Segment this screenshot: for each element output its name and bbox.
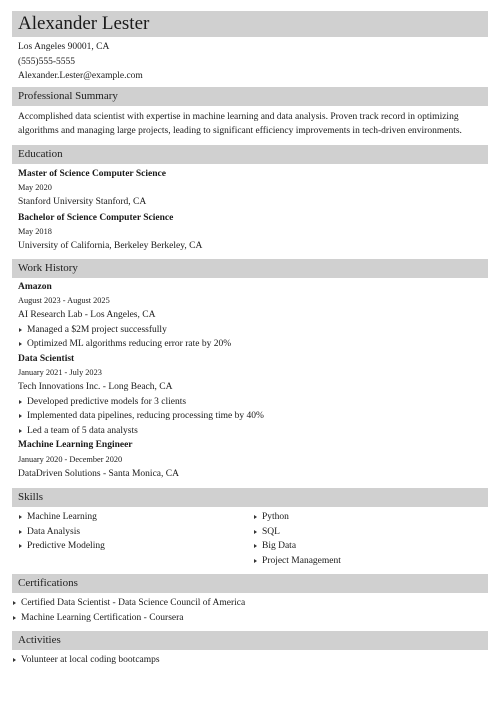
list-item: Certified Data Scientist - Data Science Council of America [12,596,488,611]
bullet-icon [13,658,16,662]
list-item: Predictive Modeling [18,539,253,554]
name-header: Alexander Lester [12,11,488,37]
list-item: Managed a $2M project successfully [18,323,488,338]
list-item: Machine Learning Certification - Coursera [12,611,488,626]
list-item: Led a team of 5 data analysts [18,424,488,439]
job-bullets [18,395,488,439]
address: Los Angeles 90001, CA [18,42,110,52]
job-company: Tech Innovations Inc. - Long Beach, CA [18,382,173,392]
list-item: SQL [253,525,488,540]
phone: (555)555-5555 [18,56,75,67]
list-item: Project Management [253,554,488,569]
bullet-icon [13,601,16,605]
job-company: DataDriven Solutions - Santa Monica, CA [18,468,179,479]
bullet-icon [254,515,257,519]
education-heading: Education [12,145,488,164]
skills-left-column [18,510,253,568]
contact-info [12,40,488,84]
job-dates: January 2020 - December 2020 [18,454,123,464]
list-item: Optimized ML algorithms reducing error rate by 20% [18,337,488,352]
bullet-icon [13,616,16,620]
bullet-icon [19,342,22,346]
job-title: Data Scientist [18,353,75,364]
activities-list [12,653,488,668]
bullet-icon [19,400,22,404]
bullet-icon [19,429,22,433]
work-heading: Work History [12,259,488,278]
education-list [12,167,488,254]
school-name: Stanford University Stanford, CA [18,197,147,207]
list-item: Data Analysis [18,525,253,540]
degree-date: May 2020 [18,183,52,192]
job-bullets [18,323,488,352]
certifications-list [12,596,488,625]
certifications-heading: Certifications [12,574,488,593]
list-item: Volunteer at local coding bootcamps [12,653,488,668]
bullet-icon [254,559,257,563]
bullet-icon [19,328,22,332]
activities-heading: Activities [12,631,488,650]
job-title: Machine Learning Engineer [18,440,133,450]
summary-heading: Professional Summary [12,87,488,106]
bullet-icon [19,515,22,519]
degree-title: Bachelor of Science Computer Science [18,212,174,223]
job-dates: January 2021 - July 2023 [18,368,102,377]
degree-date: May 2018 [18,227,52,236]
school-name: University of California, Berkeley Berkeley, CA [18,241,203,251]
list-item: Machine Learning [18,510,253,525]
job-title: Amazon [18,281,52,292]
list-item: Developed predictive models for 3 clients [18,395,488,410]
bullet-icon [19,544,22,548]
email: Alexander.Lester@example.com [18,71,143,81]
list-item: Implemented data pipelines, reducing processing time by 40% [18,409,488,424]
work-list [12,280,488,482]
bullet-icon [254,544,257,548]
skills-list [12,510,488,568]
degree-title: Master of Science Computer Science [18,168,166,179]
list-item: Python [253,510,488,525]
list-item: Big Data [253,539,488,554]
job-company: AI Research Lab - Los Angeles, CA [18,310,156,320]
skills-right-column [253,510,488,568]
bullet-icon [254,530,257,534]
summary-text: Accomplished data scientist with expertise in machine learning and data analysis. Proven track record in optimizing algorithms and managing large projects, leading to significant efficiency improvements in tech-driven environments. [18,111,462,136]
skills-heading: Skills [12,488,488,507]
bullet-icon [19,414,22,418]
job-dates: August 2023 - August 2025 [18,296,110,305]
bullet-icon [19,530,22,534]
